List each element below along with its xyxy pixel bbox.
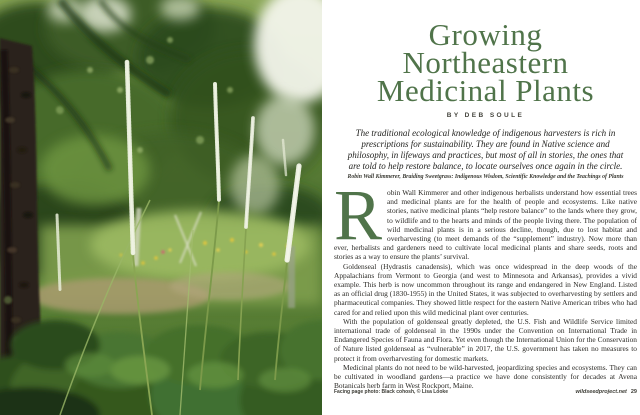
page-number: 29 — [630, 389, 637, 395]
drop-cap: R — [334, 175, 383, 255]
website-url: wildseedproject.net — [575, 389, 627, 395]
quote-attribution: Robin Wall Kimmerer, Braiding Sweetgrass: Indigenous Wisdom, Scientific Knowledge and the Teachings of Plants — [347, 174, 624, 180]
title-line-2: Northeastern — [402, 45, 569, 80]
article-content — [334, 0, 637, 390]
epigraph-quote: The traditional ecological knowledge of indigenous harvesters is rich in prescriptions for sustainability. They are found in Native science and philosophy, in lifeways and practices, but most of all in stories, the ones that are told to help restore balance, to locate ourselves once again in the circle. — [347, 128, 624, 171]
title-line-1: Growing — [428, 17, 543, 52]
paragraph-1-text: obin Wall Kimmerer and other indigenous herbalists understand how essential trees and medicinal plants are for the health of people and ecosystems. Like native stories, native medicinal plants “help restore balance” to the lands where they grow, to wildlife and to the hearts and minds of the people living there. The population of wild medicinal plants is in a serious decline, though, due to lost habitat and overharvesting (to meet demands of the “supplement” industry). Now more than ever, herbalists and gardeners need to cultivate local medicinal plants and share seeds, roots and stories as a way to ensure the plants’ survival. — [334, 188, 637, 262]
article-title — [334, 17, 637, 108]
byline: BY DEB SOULE — [446, 112, 525, 119]
paragraph-3: With the population of goldenseal greatly depleted, the U.S. Fish and Wildlife Service limited international trade of goldenseal in the 1990s under the Convention on International Trade in Endangered Species of Fauna and Flora. Yet even though the International Union for the Conservation of Nature listed goldenseal as “vulnerable” in 2017, the U.S. government has taken no measures to protect it from overharvesting for domestic markets. — [334, 316, 637, 363]
right-page-article — [322, 0, 640, 415]
paragraph-2: Goldenseal (Hydrastis canadensis), which was once widespread in the deep woods of the Appalachians from Vermont to Georgia (and west to Minnesota and Arkansas), provides a vivid example. This herb is now uncommon throughout its range and endangered in New England. Listed as an official drug (1830-1955) in the United States, it was subjected to overharvesting by settlers and pharmaceutical companies. They showed little respect for the eastern Native American tribes who had cared for and relied upon this wild medicinal plant over centuries. — [334, 261, 637, 317]
footer-right — [576, 389, 637, 395]
title-line-3: Medicinal Plants — [376, 73, 595, 108]
page-footer — [334, 389, 637, 395]
sunlit-garden-midground — [30, 210, 322, 314]
understory-foliage — [0, 320, 322, 415]
pink-flower-dot — [161, 250, 165, 254]
paragraph-4: Medicinal plants do not need to be wild-harvested, jeopardizing species and ecosystems. They can be cultivated in woodland gardens—a practice we have done consistently for decades at Avena Botanicals herb farm in West Rockport, Maine. — [334, 362, 637, 391]
photo-credit: Facing page photo: Black cohosh, © Lisa Looke — [334, 389, 448, 395]
